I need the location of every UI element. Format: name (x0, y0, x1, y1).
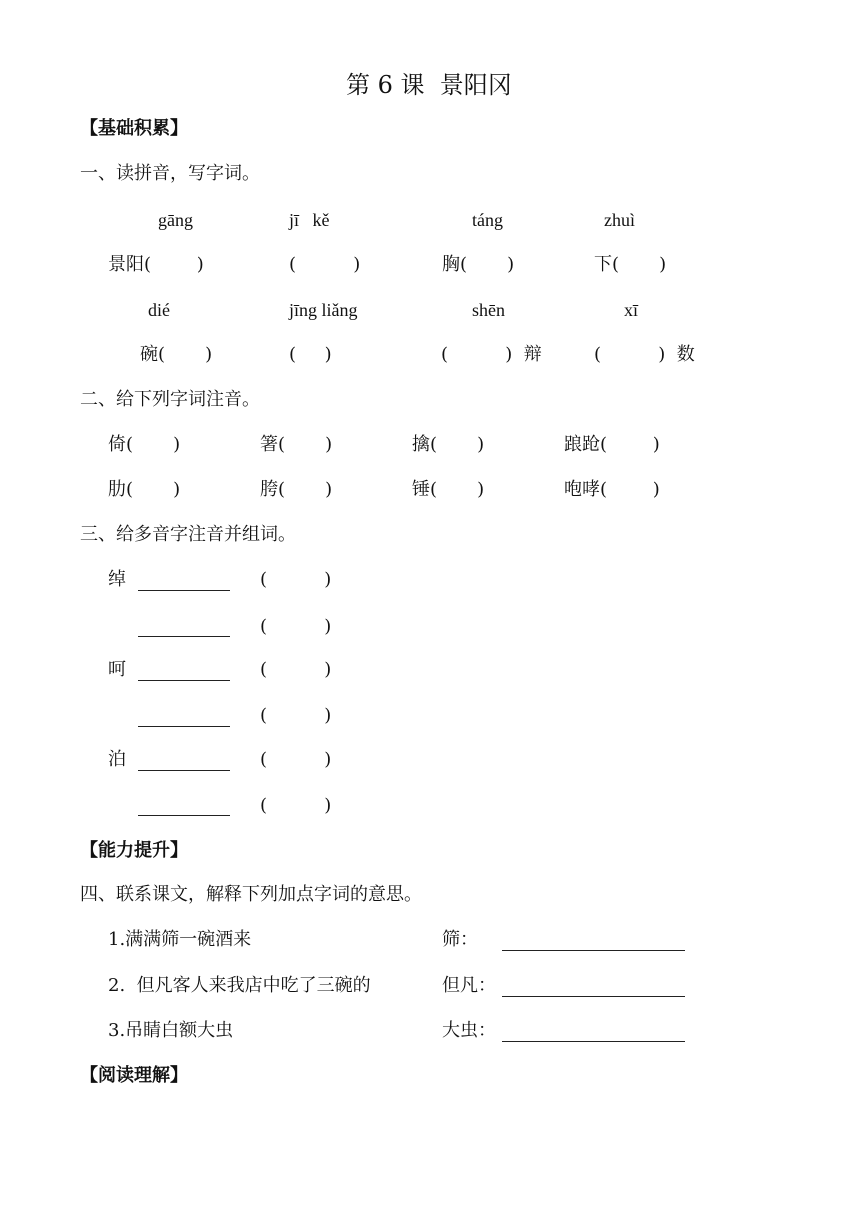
section-basic-heading: 【基础积累】 (80, 118, 188, 139)
question-1-heading: 一、读拼音，写字词。 (80, 163, 260, 184)
pinyin-blank[interactable]: ( ) (260, 795, 332, 816)
answer-blank[interactable]: ( ) 数 (594, 344, 695, 365)
answer-blank[interactable]: 景阳( ) (108, 254, 204, 275)
answer-blank[interactable]: 箸( ) (260, 434, 333, 455)
answer-blank[interactable]: 倚( ) (108, 434, 181, 455)
pinyin: shēn (472, 300, 505, 320)
answer-blank[interactable]: 咆哮( ) (564, 479, 660, 500)
answer-line[interactable] (502, 950, 685, 951)
pinyin-blank[interactable]: ( ) (260, 569, 332, 590)
answer-blank[interactable]: 锤( ) (412, 479, 485, 500)
q4-sentence: 1.满满筛一碗酒来 (108, 929, 252, 950)
answer-blank[interactable]: 擒( ) (412, 434, 485, 455)
answer-blank[interactable]: 碗( ) (140, 344, 213, 365)
answer-blank[interactable]: 下( ) (594, 254, 667, 275)
word-blank-line[interactable] (138, 636, 230, 637)
question-4-heading: 四、联系课文，解释下列加点字词的意思。 (80, 884, 422, 905)
polyphone-char: 泊 (108, 749, 126, 770)
word-blank-line[interactable] (138, 770, 230, 771)
answer-blank[interactable]: ( ) 辩 (441, 344, 542, 365)
pinyin-blank[interactable]: ( ) (260, 705, 332, 726)
pinyin: zhuì (604, 210, 635, 230)
question-3-heading: 三、给多音字注音并组词。 (80, 524, 296, 545)
q4-sentence: 3.吊睛白额大虫 (108, 1020, 234, 1041)
pinyin-blank[interactable]: ( ) (260, 659, 332, 680)
pinyin-blank[interactable]: ( ) (260, 749, 332, 770)
answer-blank[interactable]: 踉跄( ) (564, 434, 660, 455)
polyphone-char: 绰 (108, 569, 126, 590)
answer-line[interactable] (502, 996, 685, 997)
pinyin: xī (624, 300, 639, 320)
answer-line[interactable] (502, 1041, 685, 1042)
answer-blank[interactable]: 肋( ) (108, 479, 181, 500)
page-title: 第 6 课 景阳冈 (346, 71, 512, 99)
q4-word: 筛： (442, 929, 478, 950)
answer-blank[interactable]: ( ) (289, 344, 332, 365)
pinyin: jīng liǎng (289, 300, 358, 320)
polyphone-char: 呵 (108, 659, 126, 680)
pinyin-blank[interactable]: ( ) (260, 616, 332, 637)
answer-blank[interactable]: 胸( ) (442, 254, 515, 275)
section-reading-heading: 【阅读理解】 (80, 1065, 188, 1086)
word-blank-line[interactable] (138, 726, 230, 727)
section-ability-heading: 【能力提升】 (80, 840, 188, 861)
q4-word: 大虫： (442, 1020, 496, 1041)
word-blank-line[interactable] (138, 680, 230, 681)
q4-sentence: 2. 但凡客人来我店中吃了三碗的 (108, 975, 371, 996)
answer-blank[interactable]: 胯( ) (260, 479, 333, 500)
pinyin: dié (148, 300, 170, 320)
pinyin: táng (472, 210, 503, 230)
q4-word: 但凡： (442, 975, 496, 996)
answer-blank[interactable]: ( ) (289, 254, 361, 275)
word-blank-line[interactable] (138, 815, 230, 816)
pinyin: gāng (158, 210, 193, 230)
word-blank-line[interactable] (138, 590, 230, 591)
pinyin: jī kě (289, 210, 330, 230)
question-2-heading: 二、给下列字词注音。 (80, 389, 260, 410)
